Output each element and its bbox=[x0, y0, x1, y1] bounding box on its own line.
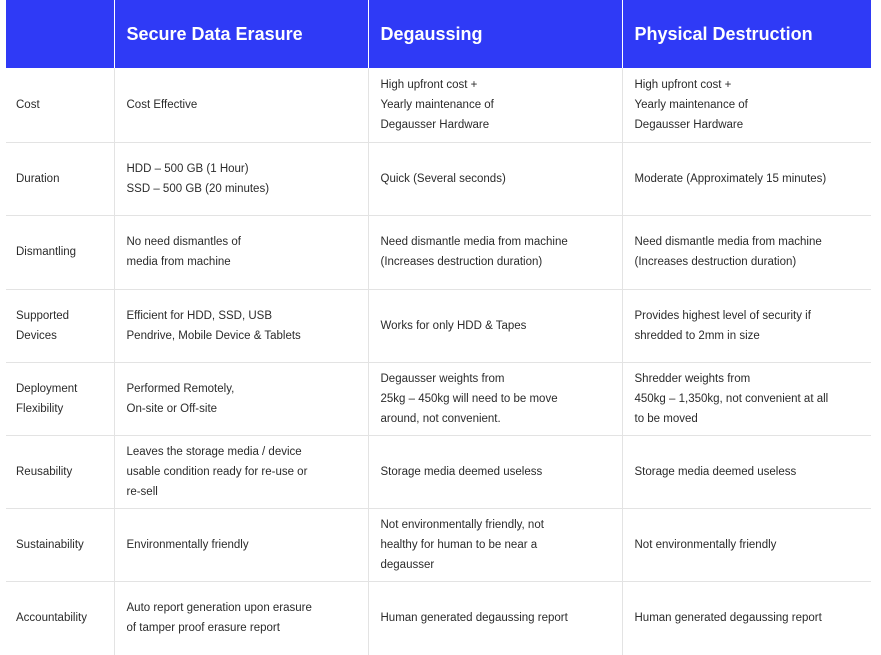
row-label: Accountability bbox=[6, 581, 114, 655]
table-row-cost bbox=[6, 68, 871, 142]
row-label: Reusability bbox=[6, 435, 114, 508]
header-corner bbox=[6, 0, 114, 68]
cell-secure-data-erasure: Cost Effective bbox=[114, 68, 368, 142]
row-label: Sustainability bbox=[6, 508, 114, 581]
header-degaussing: Degaussing bbox=[368, 0, 622, 68]
cell-physical-destruction: Shredder weights from 450kg – 1,350kg, not convenient at all to be moved bbox=[622, 362, 871, 435]
table-row-accountability bbox=[6, 581, 871, 655]
cell-secure-data-erasure: Environmentally friendly bbox=[114, 508, 368, 581]
row-label: Dismantling bbox=[6, 215, 114, 289]
cell-secure-data-erasure: HDD – 500 GB (1 Hour) SSD – 500 GB (20 minutes) bbox=[114, 142, 368, 215]
cell-secure-data-erasure: Efficient for HDD, SSD, USB Pendrive, Mobile Device & Tablets bbox=[114, 289, 368, 362]
cell-physical-destruction: Provides highest level of security if shredded to 2mm in size bbox=[622, 289, 871, 362]
table-row-dismantling bbox=[6, 215, 871, 289]
cell-degaussing: Storage media deemed useless bbox=[368, 435, 622, 508]
row-label: Deployment Flexibility bbox=[6, 362, 114, 435]
cell-degaussing: Not environmentally friendly, not healthy for human to be near a degausser bbox=[368, 508, 622, 581]
table-row-duration bbox=[6, 142, 871, 215]
cell-physical-destruction: Not environmentally friendly bbox=[622, 508, 871, 581]
header-secure-data-erasure: Secure Data Erasure bbox=[114, 0, 368, 68]
row-label: Supported Devices bbox=[6, 289, 114, 362]
cell-physical-destruction: Storage media deemed useless bbox=[622, 435, 871, 508]
table-body bbox=[6, 68, 871, 655]
row-label: Cost bbox=[6, 68, 114, 142]
cell-degaussing: Works for only HDD & Tapes bbox=[368, 289, 622, 362]
cell-secure-data-erasure: No need dismantles of media from machine bbox=[114, 215, 368, 289]
table-row-reusability bbox=[6, 435, 871, 508]
table-row-deployment-flexibility bbox=[6, 362, 871, 435]
table-row-supported-devices bbox=[6, 289, 871, 362]
table-header bbox=[6, 0, 871, 68]
cell-degaussing: High upfront cost + Yearly maintenance of Degausser Hardware bbox=[368, 68, 622, 142]
comparison-table bbox=[6, 0, 871, 655]
cell-degaussing: Need dismantle media from machine (Increases destruction duration) bbox=[368, 215, 622, 289]
header-physical-destruction: Physical Destruction bbox=[622, 0, 871, 68]
cell-secure-data-erasure: Performed Remotely, On-site or Off-site bbox=[114, 362, 368, 435]
cell-physical-destruction: Human generated degaussing report bbox=[634, 612, 822, 625]
cell-physical-destruction: Moderate (Approximately 15 minutes) bbox=[622, 142, 871, 215]
cell-degaussing: Degausser weights from 25kg – 450kg will need to be move around, not convenient. bbox=[368, 362, 622, 435]
cell-physical-destruction: High upfront cost + Yearly maintenance of Degausser Hardware bbox=[622, 68, 871, 142]
row-label: Duration bbox=[6, 142, 114, 215]
cell-secure-data-erasure: Auto report generation upon erasure of tamper proof erasure report bbox=[114, 581, 368, 655]
cell-secure-data-erasure: Leaves the storage media / device usable condition ready for re-use or re-sell bbox=[114, 435, 368, 508]
cell-degaussing: Quick (Several seconds) bbox=[368, 142, 622, 215]
cell-degaussing: Human generated degaussing report bbox=[368, 581, 622, 655]
table-row-sustainability bbox=[6, 508, 871, 581]
header-row bbox=[6, 0, 871, 68]
cell-physical-destruction: Need dismantle media from machine (Increases destruction duration) bbox=[622, 215, 871, 289]
